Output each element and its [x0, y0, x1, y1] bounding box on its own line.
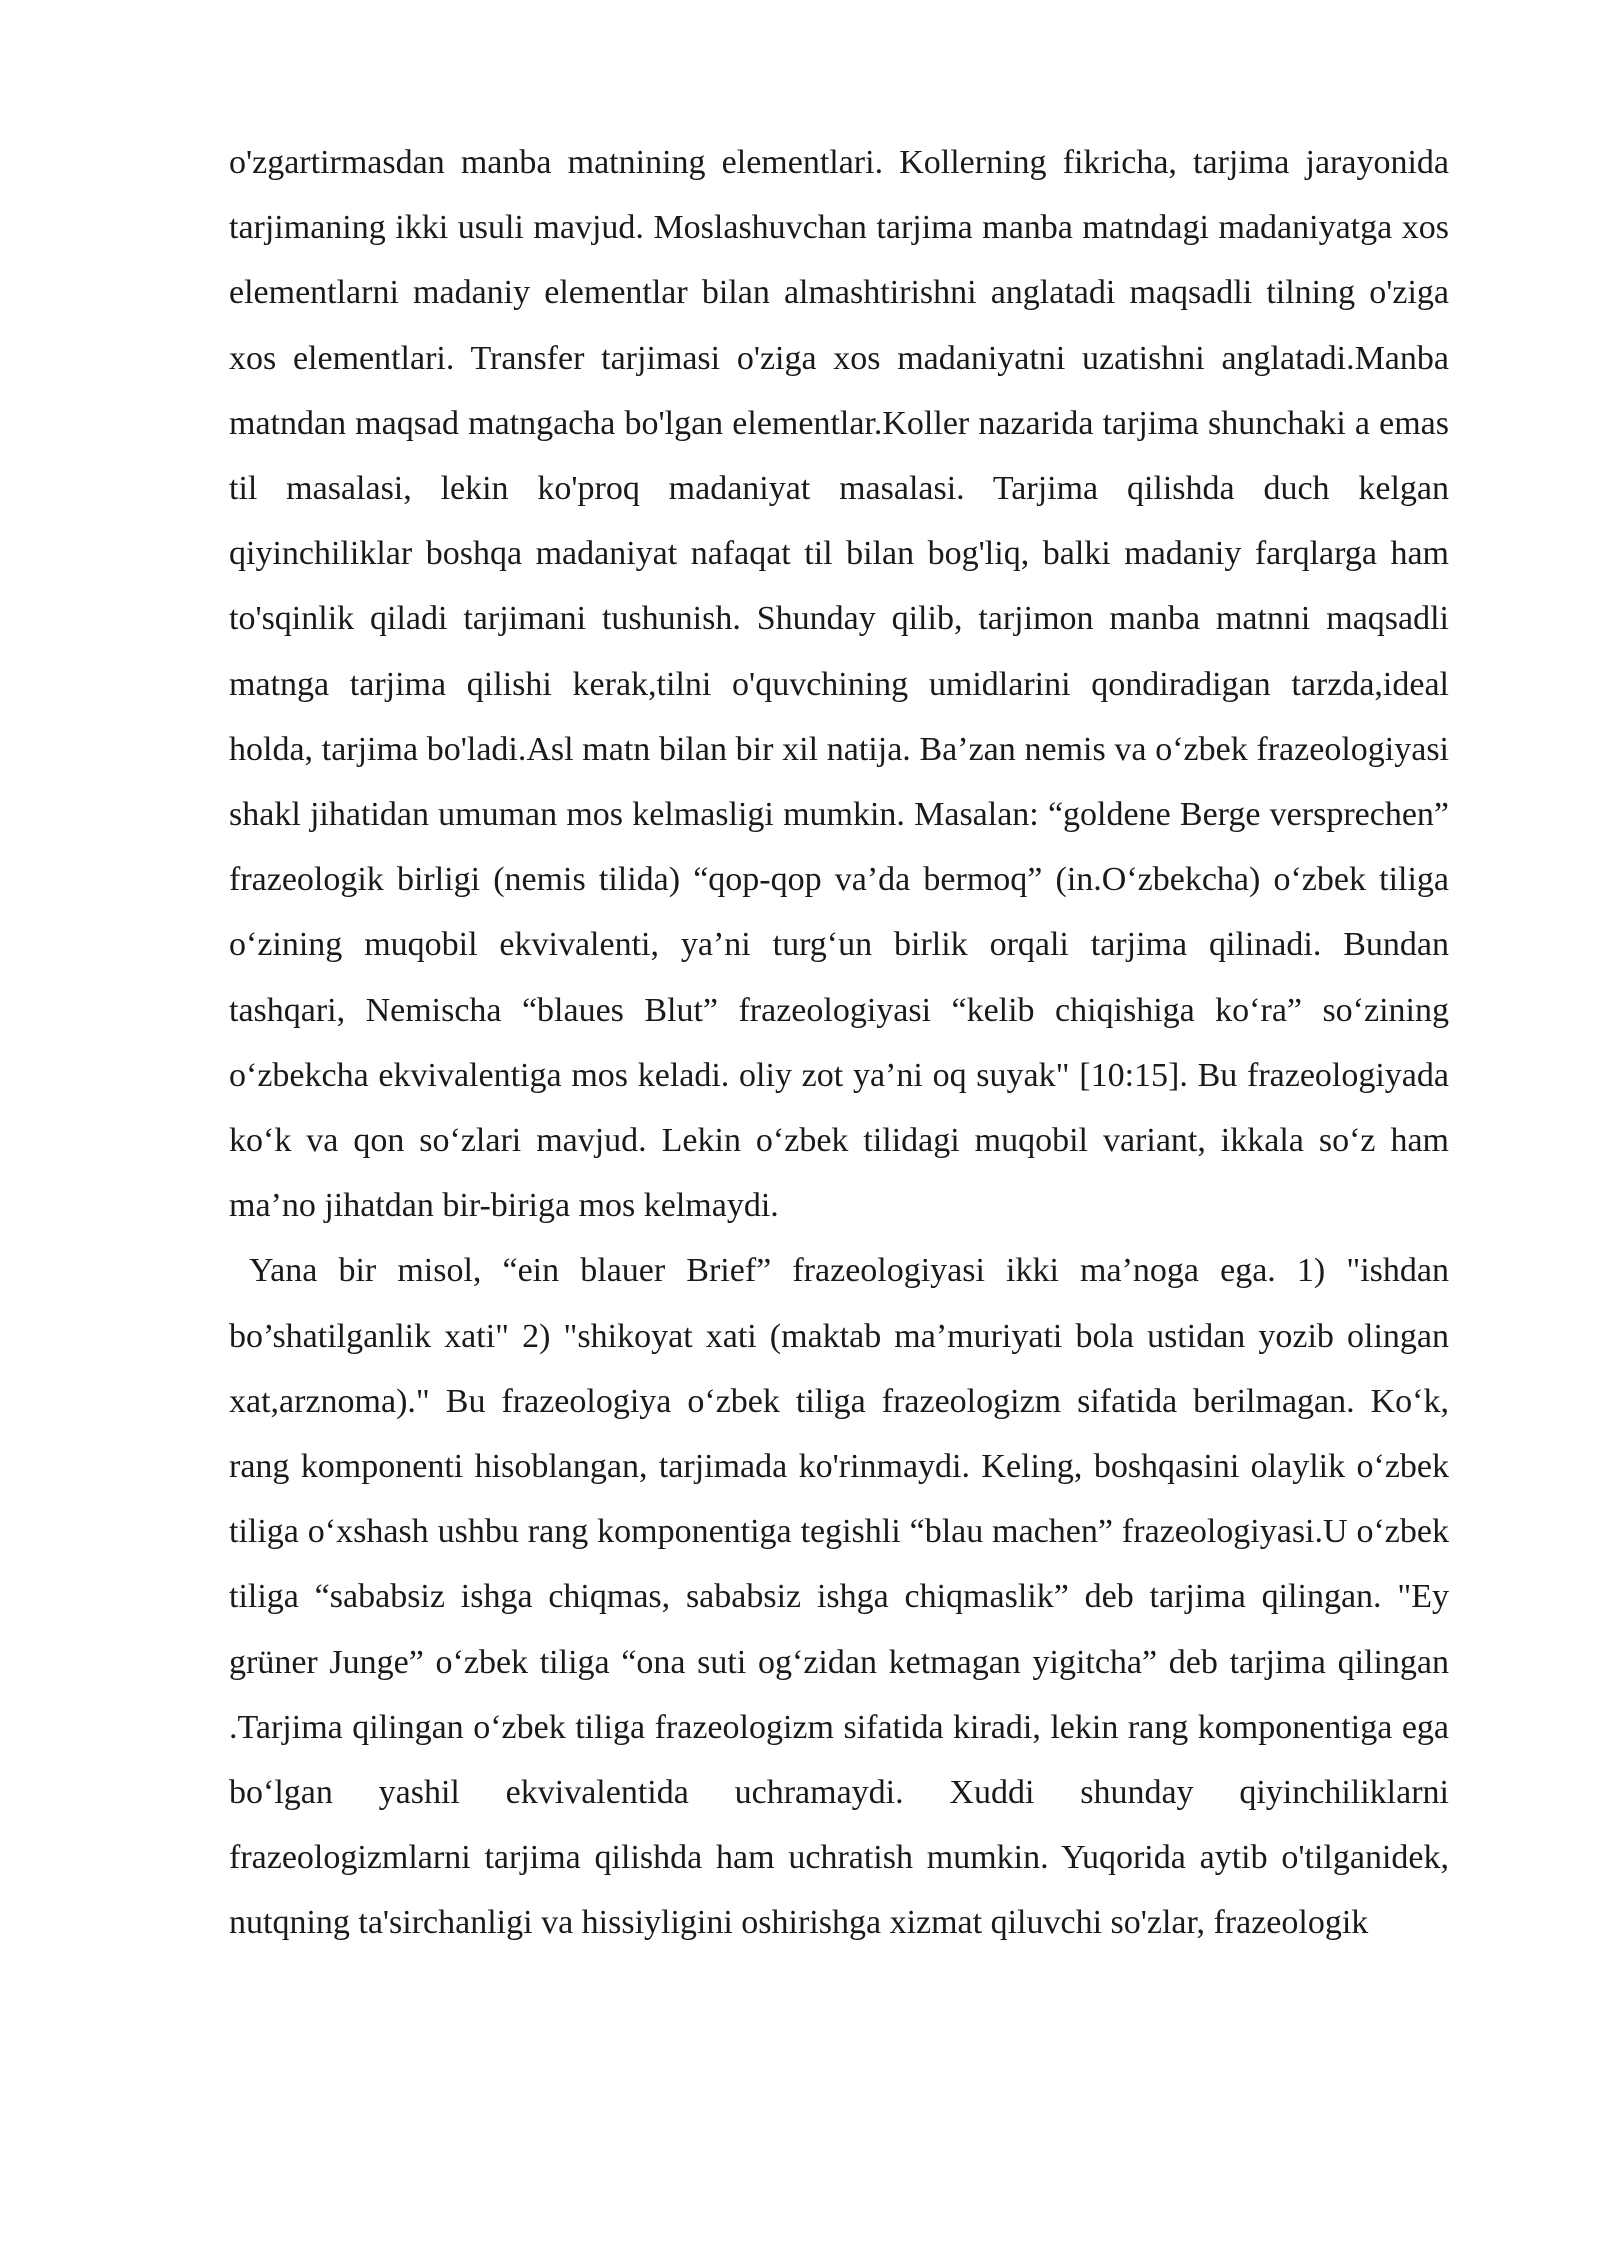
body-text — [229, 130, 1449, 1956]
paragraph-1: o'zgartirmasdan manba matnining elementlari. Kollerning fikricha, tarjima jarayonida tarjimaning ikki usuli mavjud. Moslashuvchan tarjima manba matndagi madaniyatga xos elementlarni madaniy elementlar bilan almashtirishni anglatadi maqsadli tilning o'ziga xos elementlari. Transfer tarjimasi o'ziga xos madaniyatni uzatishni anglatadi.Manba matndan maqsad matngacha bo'lgan elementlar.Koller nazarida tarjima shunchaki a emas til masalasi, lekin ko'proq madaniyat masalasi. Tarjima qilishda duch kelgan qiyinchiliklar boshqa madaniyat nafaqat til bilan bog'liq, balki madaniy farqlarga ham to'sqinlik qiladi tarjimani tushunish. Shunday qilib, tarjimon manba matnni maqsadli matnga tarjima qilishi kerak,tilni o'quvchining umidlarini qondiradigan tarzda,ideal holda, tarjima bo'ladi.Asl matn bilan bir xil natija. Ba’zan nemis va o‘zbek frazeologiyasi shakl jihatidan umuman mos kelmasligi mumkin. Masalan: “goldene Berge versprechen” frazeologik birligi (nemis tilida) “qop-qop va’da bermoq” (in.O‘zbekcha) o‘zbek tiliga o‘zining muqobil ekvivalenti, ya’ni turg‘un birlik orqali tarjima qilinadi. Bundan tashqari, Nemischa “blaues Blut” frazeologiyasi “kelib chiqishiga ko‘ra” so‘zining o‘zbekcha ekvivalentiga mos keladi. oliy zot ya’ni oq suyak" [10:15]. Bu frazeologiyada ko‘k va qon so‘zlari mavjud. Lekin o‘zbek tilidagi muqobil variant, ikkala so‘z ham ma’no jihatdan bir-biriga mos kelmaydi. — [229, 144, 1449, 1225]
paragraph-2: Yana bir misol, “ein blauer Brief” frazeologiyasi ikki ma’noga ega. 1) "ishdan bo’shatilganlik xati" 2) "shikoyat xati (maktab ma’muriyati bola ustidan yozib olingan xat,arznoma)." Bu frazeologiya o‘zbek tiliga frazeologizm sifatida berilmagan. Ko‘k, rang komponenti hisoblangan, tarjimada ko'rinmaydi. Keling, boshqasini olaylik o‘zbek tiliga o‘xshash ushbu rang komponentiga tegishli “blau machen” frazeologiyasi.U o‘zbek tiliga “sababsiz ishga chiqmas, sababsiz ishga chiqmaslik” deb tarjima qilingan. "Ey grüner Junge” o‘zbek tiliga “ona suti og‘zidan ketmagan yigitcha” deb tarjima qilingan .Tarjima qilingan o‘zbek tiliga frazeologizm sifatida kiradi, lekin rang komponentiga ega bo‘lgan yashil ekvivalentida uchramaydi. Xuddi shunday qiyinchiliklarni frazeologizmlarni tarjima qilishda ham uchratish mumkin. Yuqorida aytib o'tilganidek, nutqning ta'sirchanligi va hissiyligini oshirishga xizmat qiluvchi so'zlar, frazeologik — [229, 1252, 1449, 1942]
